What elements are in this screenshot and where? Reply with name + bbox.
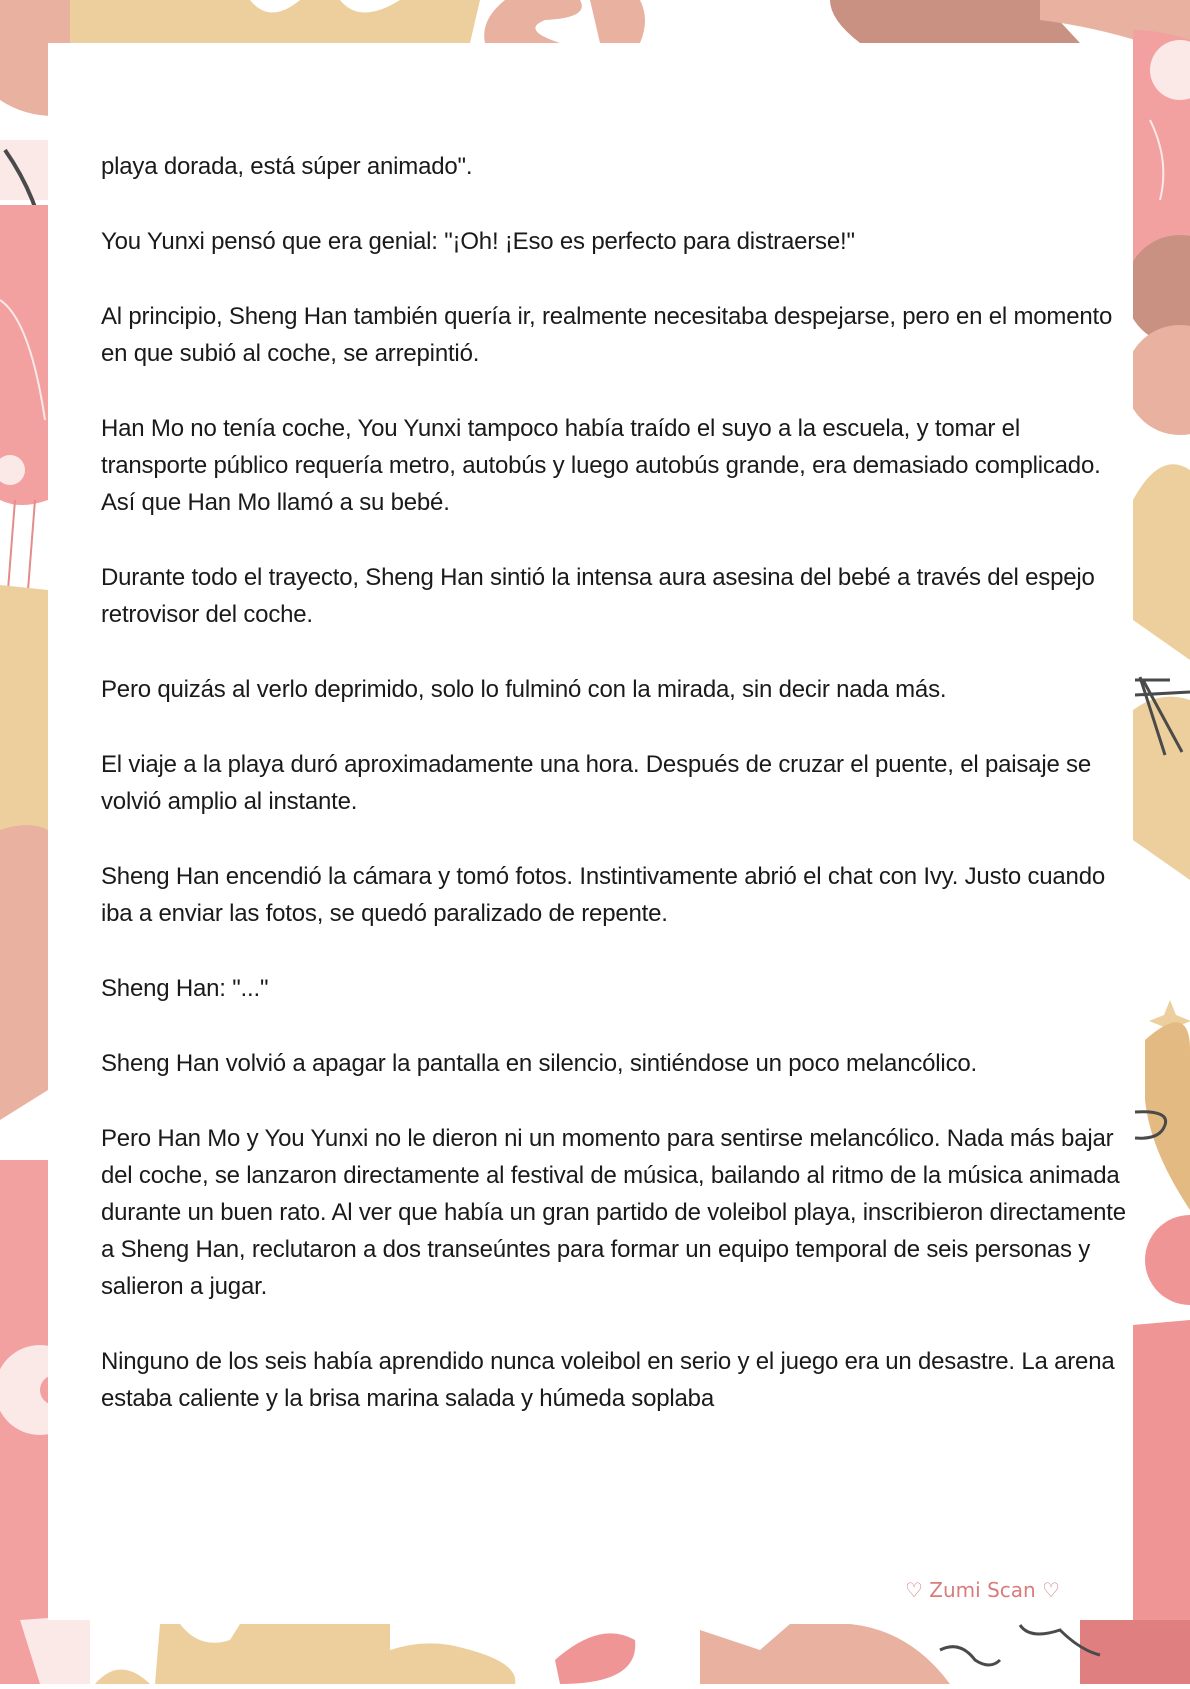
paragraph: Pero quizás al verlo deprimido, solo lo fulminó con la mirada, sin decir nada más. [101, 676, 947, 703]
paragraph: Al principio, Sheng Han también quería ir, realmente necesitaba despejarse, pero en el momento en que subió al coche, se arrepintió. [101, 303, 1113, 367]
page-card [48, 43, 1133, 1620]
paragraph: Pero Han Mo y You Yunxi no le dieron ni un momento para sentirse melancólico. Nada más bajar del coche, se lanzaron directamente al festival de música, bailando al ritmo de la música animada durante un buen rato. Al ver que había un gran partido de voleibol playa, inscribieron directamente a Sheng Han, reclutaron a dos transeúntes para formar un equipo temporal de seis personas y salieron a jugar. [101, 1125, 1126, 1300]
paragraph: Durante todo el trayecto, Sheng Han sintió la intensa aura asesina del bebé a través del espejo retrovisor del coche. [101, 564, 1095, 628]
paragraph: Ninguno de los seis había aprendido nunca voleibol en serio y el juego era un desastre. La arena estaba caliente y la brisa marina salada y húmeda soplaba [101, 1348, 1115, 1412]
paragraph: Sheng Han: "..." [101, 975, 269, 1002]
paragraph: You Yunxi pensó que era genial: "¡Oh! ¡Eso es perfecto para distraerse!" [101, 228, 855, 255]
paragraph: El viaje a la playa duró aproximadamente una hora. Después de cruzar el puente, el paisaje se volvió amplio al instante. [101, 751, 1092, 815]
scanlation-credit: ♡ Zumi Scan ♡ [905, 1578, 1060, 1602]
paragraph: Sheng Han encendió la cámara y tomó fotos. Instintivamente abrió el chat con Ivy. Justo cuando iba a enviar las fotos, se quedó paralizado de repente. [101, 863, 1106, 927]
document-body [101, 148, 1131, 1455]
paragraph: Han Mo no tenía coche, You Yunxi tampoco había traído el suyo a la escuela, y tomar el transporte público requería metro, autobús y luego autobús grande, era demasiado complicado. Así que Han Mo llamó a su bebé. [101, 415, 1101, 516]
paragraph: playa dorada, está súper animado". [101, 153, 473, 180]
paragraph: Sheng Han volvió a apagar la pantalla en silencio, sintiéndose un poco melancólico. [101, 1050, 977, 1077]
